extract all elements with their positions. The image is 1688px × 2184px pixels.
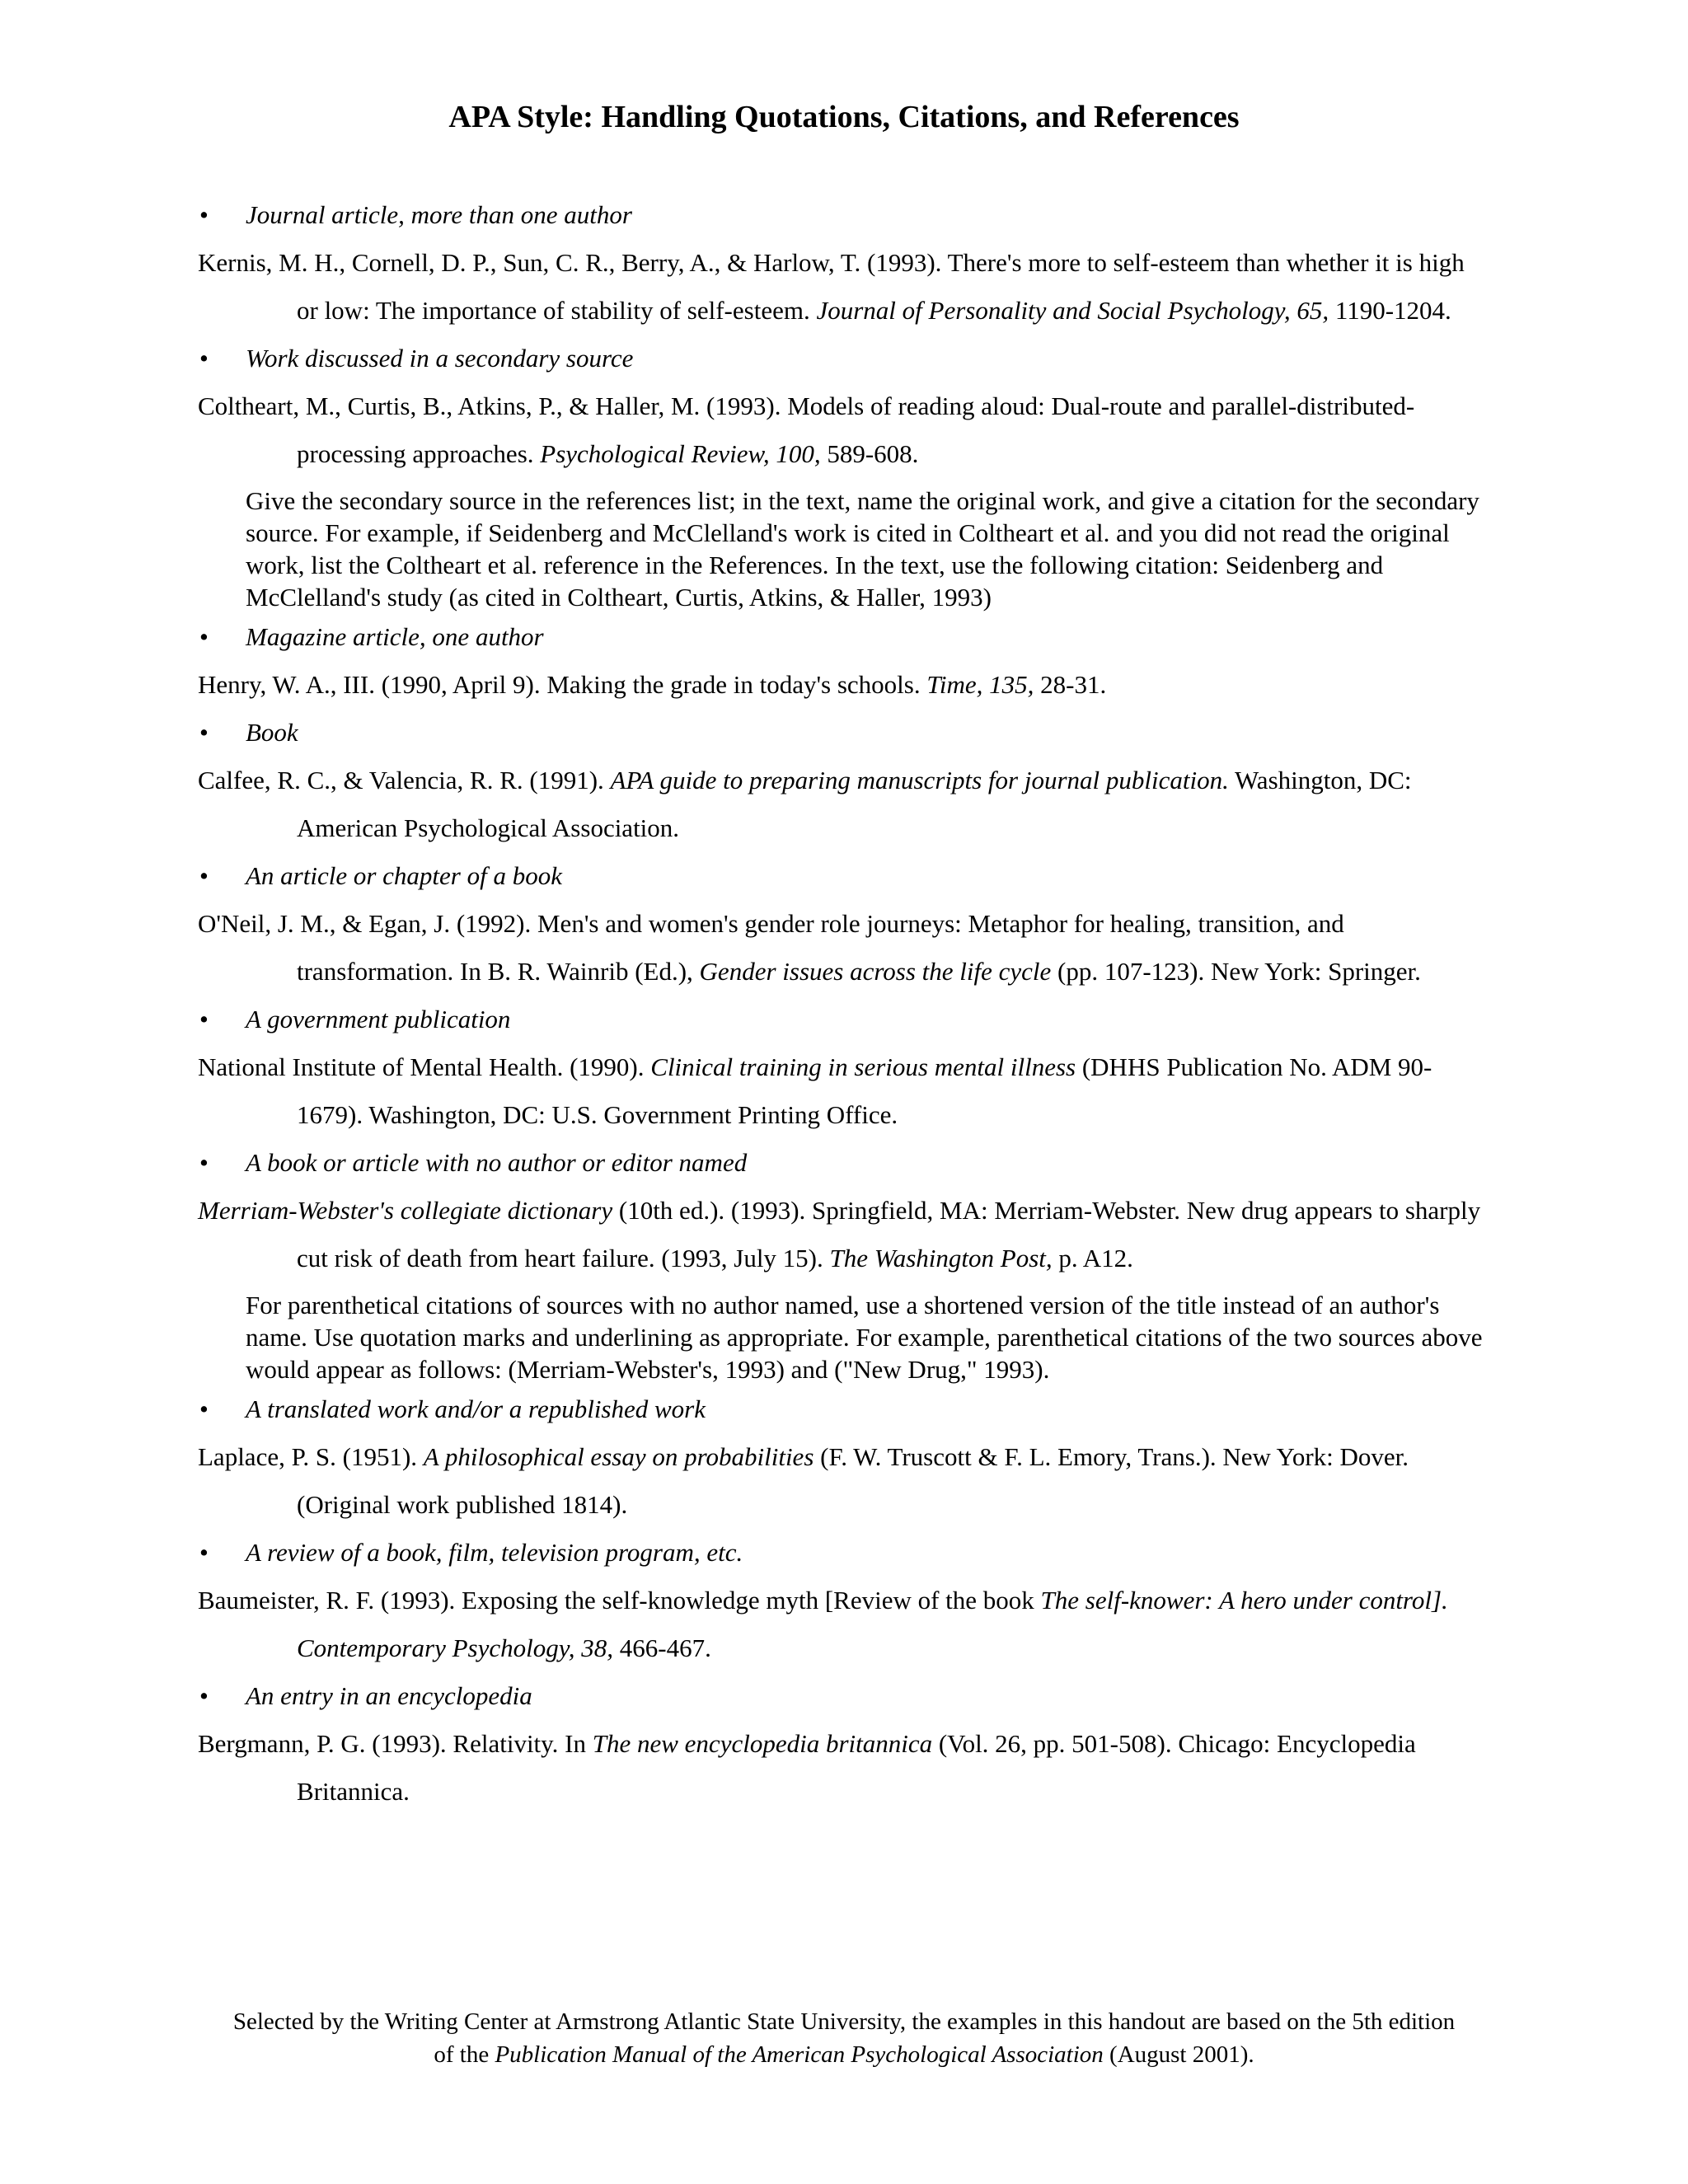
page-title: APA Style: Handling Quotations, Citations, and References xyxy=(448,100,1240,134)
section-heading-label: An article or chapter of a book xyxy=(246,861,562,890)
section-heading-label: Work discussed in a secondary source xyxy=(246,344,634,373)
bullet-icon: • xyxy=(199,200,209,229)
ref-title: The Washington Post, xyxy=(829,1244,1053,1272)
reference-entry-review xyxy=(198,1577,1484,1672)
ref-text: Bergmann, P. G. (1993). Relativity. In xyxy=(198,1729,593,1758)
ref-title: APA guide to preparing manuscripts for journal publication. xyxy=(610,766,1229,794)
bullet-icon: • xyxy=(199,861,209,890)
ref-text: (F. W. Truscott & F. L. Emory, Trans.). New York: Dover. (Original work published 1814). xyxy=(297,1442,1409,1519)
section-heading-label: A review of a book, film, television program, etc. xyxy=(246,1538,743,1567)
ref-text: (Vol. 26, pp. 501-508). Chicago: Encyclopedia Britannica. xyxy=(297,1729,1416,1806)
section-heading-government xyxy=(198,996,1484,1043)
bullet-icon: • xyxy=(199,344,209,373)
reference-entry-secondary xyxy=(198,382,1484,478)
reference-list xyxy=(198,191,1484,1816)
ref-title: A philosophical essay on probabilities xyxy=(423,1442,814,1471)
reference-entry-magazine xyxy=(198,661,1484,709)
section-heading-journal xyxy=(198,191,1484,239)
ref-title: Merriam-Webster's collegiate dictionary xyxy=(198,1196,613,1225)
section-heading-label: A translated work and/or a republished work xyxy=(246,1394,706,1423)
section-heading-secondary xyxy=(198,335,1484,382)
bullet-icon: • xyxy=(199,1538,209,1567)
ref-text: National Institute of Mental Health. (1990). xyxy=(198,1052,651,1081)
note-noauthor: For parenthetical citations of sources with no author named, use a shortened version of the title instead of an author's name. Use quotation marks and underlining as appropriate. For example, parenthetical citations of the two sources above would appear as follows: (Merriam-Webster's, 1993) and ("New Drug," 1993). xyxy=(246,1291,1483,1384)
section-heading-label: A book or article with no author or editor named xyxy=(246,1148,748,1177)
bullet-icon: • xyxy=(199,622,209,651)
ref-title: Journal of Personality and Social Psychology, 65, xyxy=(816,296,1329,325)
section-heading-chapter xyxy=(198,852,1484,900)
bullet-icon: • xyxy=(199,718,209,747)
footer-publication-title: Publication Manual of the American Psychological Association xyxy=(495,2041,1104,2068)
footer-note xyxy=(0,2005,1688,2071)
bullet-icon: • xyxy=(199,1005,209,1033)
reference-entry-chapter xyxy=(198,900,1484,996)
section-heading-label: A government publication xyxy=(246,1005,511,1033)
reference-entry-noauthor xyxy=(198,1187,1484,1282)
ref-text: O'Neil, J. M., & Egan, J. (1992). Men's and women's gender role journeys: Metaphor for healing, transition, and transformation. In B. R. Wainrib (Ed.), xyxy=(198,909,1344,986)
section-heading-noauthor xyxy=(198,1139,1484,1187)
note-secondary: Give the secondary source in the references list; in the text, name the original work, and give a citation for the secondary source. For example, if Seidenberg and McClelland's work is cited in Coltheart et al. and you did not read the original work, list the Coltheart et al. reference in the References. In the text, use the following citation: Seidenberg and McClelland's study (as cited in Coltheart, Curtis, Atkins, & Haller, 1993) xyxy=(246,486,1479,612)
footer-line-1: Selected by the Writing Center at Armstrong Atlantic State University, the examples in this handout are based on the 5th edition xyxy=(232,2008,1456,2035)
reference-entry-book xyxy=(198,757,1484,852)
footer-text: of the xyxy=(434,2041,495,2068)
ref-title: The new encyclopedia britannica xyxy=(592,1729,933,1758)
section-heading-review xyxy=(198,1529,1484,1577)
footer-text: (August 2001). xyxy=(1103,2041,1254,2068)
ref-title: Gender issues across the life cycle xyxy=(699,957,1052,986)
ref-text: 28-31. xyxy=(1034,670,1107,699)
bullet-icon: • xyxy=(199,1148,209,1177)
ref-title: Clinical training in serious mental illness xyxy=(650,1052,1076,1081)
ref-title: Psychological Review, 100, xyxy=(540,439,821,468)
reference-entry-journal xyxy=(198,239,1484,335)
ref-text: p. A12. xyxy=(1052,1244,1133,1272)
ref-text: Washington, DC: American Psychological Association. xyxy=(297,766,1412,842)
ref-text: Laplace, P. S. (1951). xyxy=(198,1442,424,1471)
section-heading-translated xyxy=(198,1385,1484,1433)
ref-text: (10th ed.). (1993). Springfield, MA: Merriam-Webster. New drug appears to sharply cut risk of death from heart failure. (1993, July 15). xyxy=(297,1196,1481,1272)
ref-title: The self-knower: A hero under control]. Contemporary Psychology, 38, xyxy=(297,1586,1448,1662)
reference-entry-translated xyxy=(198,1433,1484,1529)
section-heading-label: An entry in an encyclopedia xyxy=(246,1681,532,1710)
section-heading-label: Book xyxy=(246,718,298,747)
ref-text: Coltheart, M., Curtis, B., Atkins, P., & Haller, M. (1993). Models of reading aloud: Dual-route and parallel-distributed-processing approaches. xyxy=(198,391,1415,468)
section-heading-label: Journal article, more than one author xyxy=(246,200,632,229)
ref-text: (DHHS Publication No. ADM 90-1679). Washington, DC: U.S. Government Printing Office. xyxy=(297,1052,1432,1129)
footer-line-2 xyxy=(0,2038,1688,2071)
bullet-icon: • xyxy=(199,1394,209,1423)
section-heading-label: Magazine article, one author xyxy=(246,622,544,651)
ref-title: Time, 135, xyxy=(926,670,1034,699)
ref-text: Baumeister, R. F. (1993). Exposing the self-knowledge myth [Review of the book xyxy=(198,1586,1041,1615)
bullet-icon: • xyxy=(199,1681,209,1710)
section-heading-magazine xyxy=(198,613,1484,661)
ref-text: Kernis, M. H., Cornell, D. P., Sun, C. R., Berry, A., & Harlow, T. (1993). There's more to self-esteem than whether it is high or low: The importance of stability of self-esteem. xyxy=(198,248,1465,325)
section-heading-book xyxy=(198,709,1484,757)
ref-text: Calfee, R. C., & Valencia, R. R. (1991). xyxy=(198,766,611,794)
section-heading-encyclopedia xyxy=(198,1672,1484,1720)
ref-text: 1190-1204. xyxy=(1329,296,1451,325)
reference-entry-government xyxy=(198,1043,1484,1139)
ref-text: 466-467. xyxy=(613,1633,711,1662)
ref-text: (pp. 107-123). New York: Springer. xyxy=(1051,957,1421,986)
ref-text: 589-608. xyxy=(820,439,919,468)
ref-text: Henry, W. A., III. (1990, April 9). Making the grade in today's schools. xyxy=(198,670,927,699)
reference-entry-encyclopedia xyxy=(198,1720,1484,1816)
